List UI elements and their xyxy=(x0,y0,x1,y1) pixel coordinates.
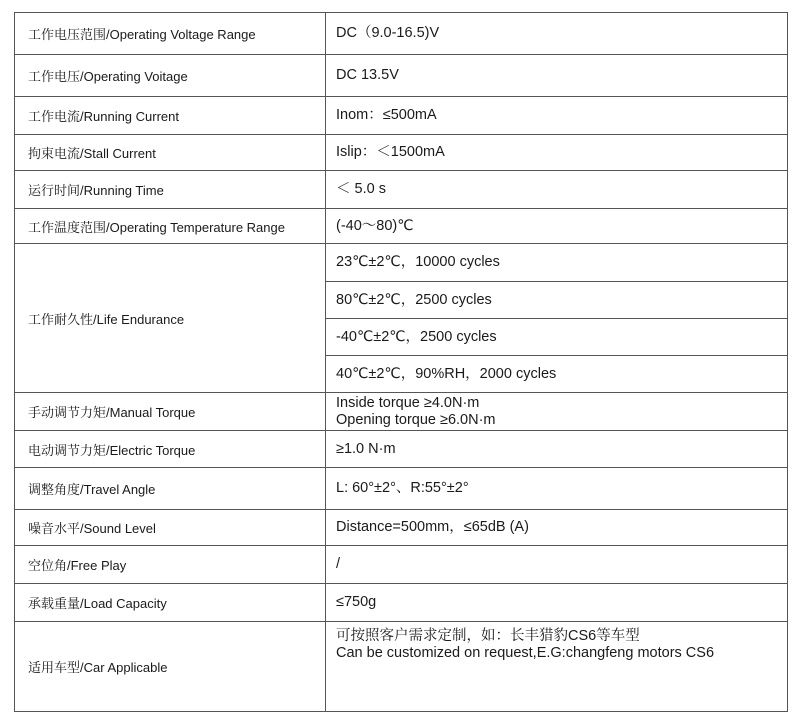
row-label: 空位角/Free Play xyxy=(15,546,326,584)
table-row xyxy=(15,510,788,546)
row-label: 拘束电流/Stall Current xyxy=(15,135,326,171)
value-line: ≥1.0 N·m xyxy=(336,440,396,457)
value-line: L: 60°±2°、R:55°±2° xyxy=(336,480,469,496)
row-label: 运行时间/Running Time xyxy=(15,171,326,209)
table-row xyxy=(15,546,788,584)
table-row xyxy=(15,135,788,171)
table-row xyxy=(15,55,788,97)
row-label: 手动调节力矩/Manual Torque xyxy=(15,393,326,431)
row-label: 调整角度/Travel Angle xyxy=(15,468,326,510)
value-line: (-40～80)℃ xyxy=(336,217,414,234)
table-row xyxy=(15,13,788,55)
table-row xyxy=(15,584,788,622)
table-row xyxy=(15,431,788,468)
row-label: 工作耐久性/Life Endurance xyxy=(15,244,326,393)
value-line: 可按照客户需求定制，如：长丰猎豹CS6等车型 xyxy=(336,628,640,644)
table-row xyxy=(15,97,788,135)
value-line: 40℃±2℃，90%RH，2000 cycles xyxy=(336,365,557,382)
row-value xyxy=(326,319,788,356)
row-value xyxy=(326,209,788,244)
table-row xyxy=(15,209,788,244)
row-value xyxy=(326,135,788,171)
value-line: Distance=500mm，≤65dB (A) xyxy=(336,519,529,535)
row-label: 电动调节力矩/Electric Torque xyxy=(15,431,326,468)
value-line: Islip：＜1500mA xyxy=(336,144,445,160)
value-line: Inside torque ≥4.0N·m xyxy=(336,394,480,411)
value-line: Opening torque ≥6.0N·m xyxy=(336,411,496,428)
row-value xyxy=(326,13,788,55)
spec-table xyxy=(14,12,788,712)
value-line: DC 13.5V xyxy=(336,67,399,83)
table-row xyxy=(15,244,788,282)
row-value xyxy=(326,55,788,97)
value-line: 80℃±2℃，2500 cycles xyxy=(336,291,492,308)
value-line: ≤750g xyxy=(336,594,377,610)
row-label: 工作电流/Running Current xyxy=(15,97,326,135)
value-line: 23℃±2℃，10000 cycles xyxy=(336,254,500,270)
row-value xyxy=(326,244,788,282)
row-label: 承载重量/Load Capacity xyxy=(15,584,326,622)
row-value xyxy=(326,171,788,209)
value-line: Can be customized on request,E.G:changfeng motors CS6 xyxy=(336,645,715,661)
row-value xyxy=(326,431,788,468)
row-value xyxy=(326,468,788,510)
value-line: -40℃±2℃，2500 cycles xyxy=(336,328,497,345)
row-value xyxy=(326,356,788,393)
row-label: 噪音水平/Sound Level xyxy=(15,510,326,546)
table-row xyxy=(15,171,788,209)
row-value xyxy=(326,393,788,431)
row-value xyxy=(326,584,788,622)
table-row xyxy=(15,468,788,510)
row-label: 适用车型/Car Applicable xyxy=(15,622,326,712)
row-label: 工作温度范围/Operating Temperature Range xyxy=(15,209,326,244)
row-value xyxy=(326,546,788,584)
table-row xyxy=(15,393,788,431)
row-label: 工作电压/Operating Voitage xyxy=(15,55,326,97)
value-line: ＜ 5.0 s xyxy=(336,181,386,197)
value-line: DC（9.0-16.5)V xyxy=(336,25,440,41)
value-line: Inom：≤500mA xyxy=(336,107,437,123)
row-label: 工作电压范围/Operating Voltage Range xyxy=(15,13,326,55)
row-value xyxy=(326,282,788,319)
row-value xyxy=(326,97,788,135)
value-line: / xyxy=(336,556,341,572)
row-value xyxy=(326,510,788,546)
row-value xyxy=(326,622,788,712)
table-row xyxy=(15,622,788,712)
